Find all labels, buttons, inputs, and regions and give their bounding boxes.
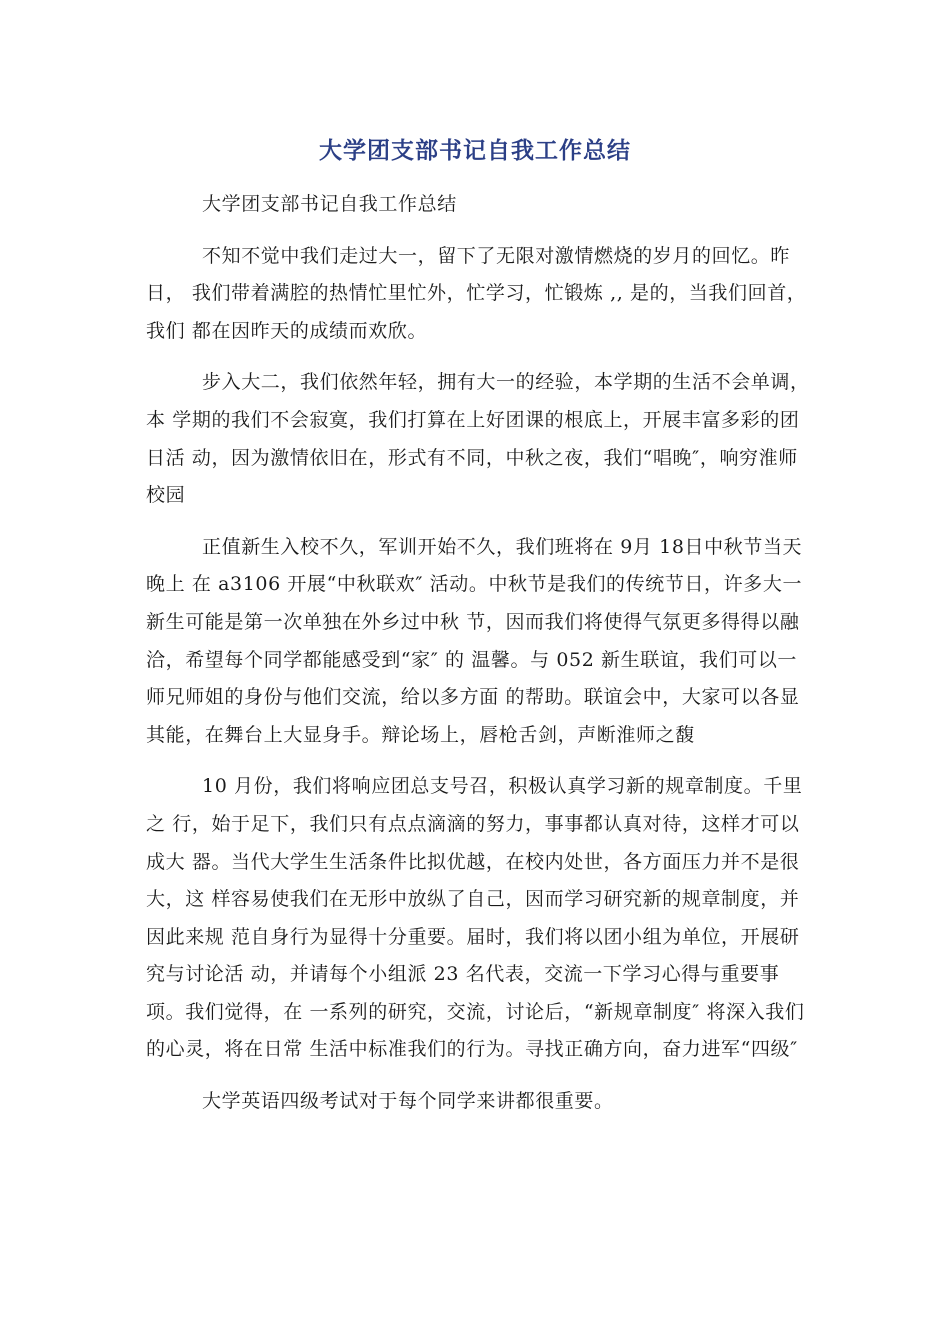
paragraph-mid-autumn: 正值新生入校不久，军训开始不久，我们班将在 9月 18日中秋节当天晚上 在 a3106 开展“中秋联欢″ 活动。中秋节是我们的传统节日，许多大一新生可能是第一次单独在外乡过中秋 节，因而我们将使得气氛更多得得以融洽，希望每个同学都能感受到“家″ 的 温馨。与 052 新生联谊，我们可以一师兄师姐的身份与他们交流，给以多方面 的帮助。联谊会中，大家可以各显其能，在舞台上大显身手。辩论场上，唇枪舌剑，声断淮师之馥 [146, 535, 803, 746]
paragraph-october: 10 月份，我们将响应团总支号召，积极认真学习新的规章制度。千里之 行，始于足下，我们只有点点滴滴的努力，事事都认真对待，这样才可以成大 器。当代大学生生活条件比拟优越，在校内处世，各方面压力并不是很大，这 样容易使我们在无形中放纵了自己，因而学习研究新的规章制度，并因此来规 范自身行为显得十分重要。届时，我们将以团小组为单位，开展研究与讨论活 动，并请每个小组派 23 名代表，交流一下学习心得与重要事项。我们觉得，在 一系列的研究，交流，讨论后，“新规章制度″ 将深入我们的心灵，将在日常 生活中标准我们的行为。寻找正确方向，奋力进军“四级″ [146, 775, 805, 1061]
paragraph-sophomore: 步入大二，我们依然年轻，拥有大一的经验，本学期的生活不会单调，本 学期的我们不会寂寞，我们打算在上好团课的根底上，开展丰富多彩的团日活 动，因为激情依旧在，形式有不同，中秋之夜，我们“唱晚″，响穷淮师校园 [146, 371, 810, 507]
paragraph-intro: 不知不觉中我们走过大一，留下了无限对激情燃烧的岁月的回忆。昨日， 我们带着满腔的热情忙里忙外，忙学习，忙锻炼 ,, 是的，当我们回首，我们 都在因昨天的成绩而欢欣。 [146, 244, 807, 342]
paragraph-cet4: 大学英语四级考试对于每个同学来讲都很重要。 [202, 1090, 614, 1113]
paragraph-subtitle: 大学团支部书记自我工作总结 [202, 193, 457, 215]
document-body [146, 186, 810, 1135]
document-title: 大学团支部书记自我工作总结 [319, 138, 631, 164]
